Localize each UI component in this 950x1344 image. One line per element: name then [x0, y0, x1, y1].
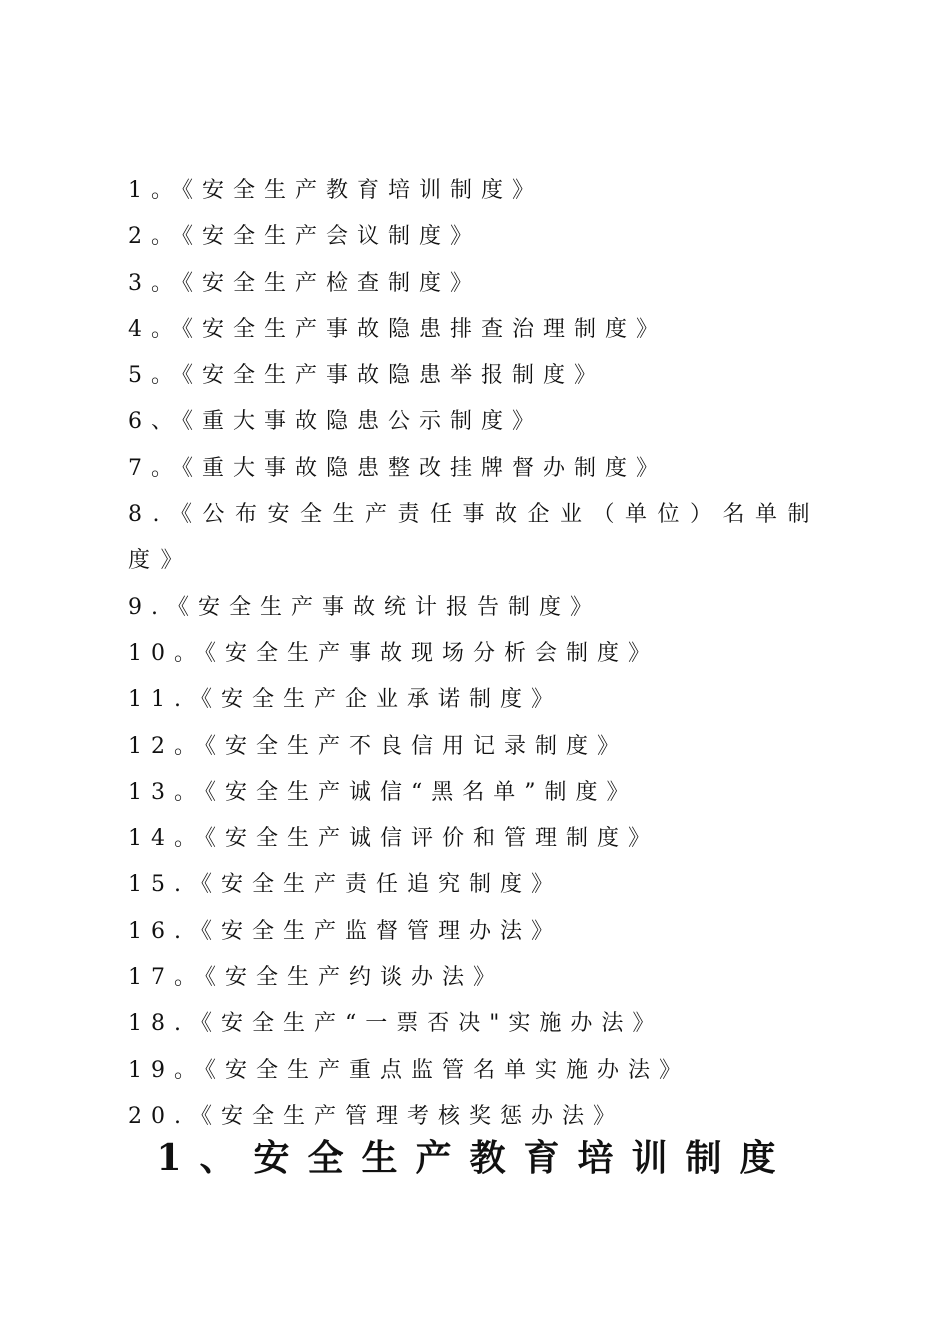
list-item: 12。《安全生产不良信用记录制度》: [128, 733, 628, 759]
list-item: 15.《安全生产责任追究制度》: [128, 872, 562, 898]
list-item: 3。《安全生产检查制度》: [128, 270, 481, 296]
list-item: 16.《安全生产监督管理办法》: [128, 918, 562, 944]
list-item: 5。《安全生产事故隐患举报制度》: [128, 363, 605, 389]
section-heading: 1、安全生产教育培训制度: [156, 1137, 794, 1179]
list-item: 2。《安全生产会议制度》: [128, 224, 481, 250]
list-item: 7。《重大事故隐患整改挂牌督办制度》: [128, 455, 667, 481]
list-item: 18.《安全生产“一票否决"实施办法》: [128, 1011, 664, 1037]
list-item: 4。《安全生产事故隐患排查治理制度》: [128, 316, 667, 342]
list-item: 10。《安全生产事故现场分析会制度》: [128, 640, 659, 666]
regulation-list: [128, 168, 828, 1140]
list-item: 6、《重大事故隐患公示制度》: [128, 409, 543, 435]
list-item: 11.《安全生产企业承诺制度》: [128, 687, 562, 713]
list-item: 9.《安全生产事故统计报告制度》: [128, 594, 601, 620]
list-item: 14。《安全生产诚信评价和管理制度》: [128, 826, 659, 852]
list-item: 19。《安全生产重点监管名单实施办法》: [128, 1057, 690, 1083]
list-item: 17。《安全生产约谈办法》: [128, 965, 504, 991]
list-item: 20.《安全生产管理考核奖惩办法》: [128, 1103, 624, 1129]
list-item: 8.《公布安全生产责任事故企业（单位）名单制度》: [128, 502, 820, 574]
list-item: 13。《安全生产诚信“黑名单”制度》: [128, 779, 638, 805]
list-item: 1。《安全生产教育培训制度》: [128, 178, 543, 203]
